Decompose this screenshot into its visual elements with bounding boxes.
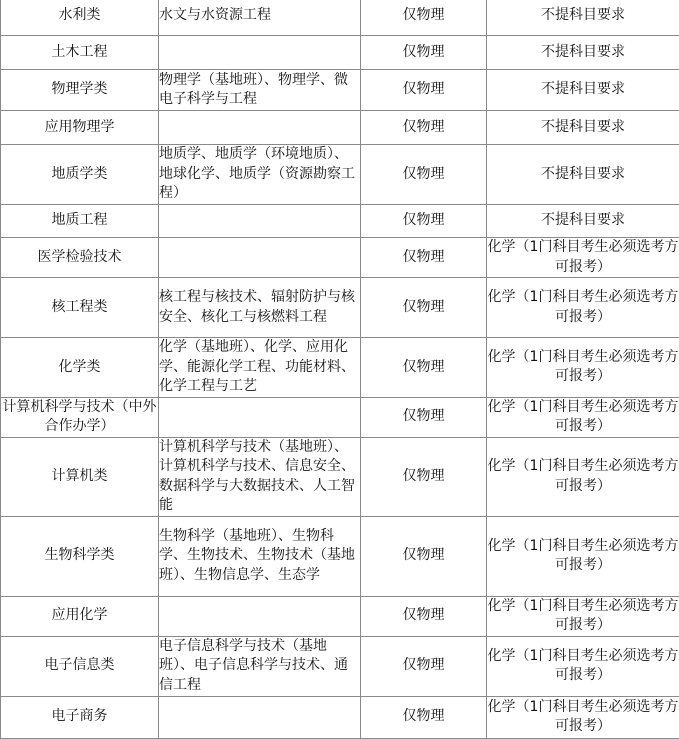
table-row xyxy=(1,278,679,338)
table-row xyxy=(1,636,679,696)
majors-cell: 核工程与核技术、辐射防护与核安全、核化工与核燃料工程 xyxy=(159,278,361,338)
category-cell: 地质学类 xyxy=(1,145,159,205)
table-row xyxy=(1,205,679,238)
category-cell: 土木工程 xyxy=(1,36,159,70)
majors-cell xyxy=(159,596,361,636)
table-row xyxy=(1,145,679,205)
requirement-cell: 化学（1门科目考生必须选考方可报考） xyxy=(487,278,679,338)
majors-cell xyxy=(159,397,361,437)
table-row xyxy=(1,36,679,70)
table-row xyxy=(1,338,679,398)
preferred-subject-cell: 仅物理 xyxy=(361,278,487,338)
requirement-cell: 化学（1门科目考生必须选考方可报考） xyxy=(487,636,679,696)
table-row xyxy=(1,696,679,738)
category-cell: 计算机类 xyxy=(1,437,159,516)
majors-cell xyxy=(159,36,361,70)
majors-cell: 电子信息科学与技术（基地班）、电子信息科学与技术、通信工程 xyxy=(159,636,361,696)
majors-cell xyxy=(159,696,361,738)
preferred-subject-cell: 仅物理 xyxy=(361,516,487,596)
category-cell: 核工程类 xyxy=(1,278,159,338)
category-cell: 化学类 xyxy=(1,338,159,398)
category-cell: 电子商务 xyxy=(1,696,159,738)
requirement-cell: 不提科目要求 xyxy=(487,70,679,111)
preferred-subject-cell: 仅物理 xyxy=(361,636,487,696)
majors-cell xyxy=(159,111,361,145)
table-row xyxy=(1,437,679,516)
majors-cell: 生物科学（基地班）、生物科学、生物技术、生物技术（基地班）、生物信息学、生态学 xyxy=(159,516,361,596)
category-cell: 应用化学 xyxy=(1,596,159,636)
majors-cell: 地质学、地质学（环境地质）、地球化学、地质学（资源勘察工程） xyxy=(159,145,361,205)
preferred-subject-cell: 仅物理 xyxy=(361,437,487,516)
preferred-subject-cell: 仅物理 xyxy=(361,205,487,238)
category-cell: 医学检验技术 xyxy=(1,238,159,278)
majors-cell: 物理学（基地班）、物理学、微电子科学与工程 xyxy=(159,70,361,111)
category-cell: 物理学类 xyxy=(1,70,159,111)
majors-cell xyxy=(159,238,361,278)
requirement-cell: 化学（1门科目考生必须选考方可报考） xyxy=(487,238,679,278)
preferred-subject-cell: 仅物理 xyxy=(361,0,487,36)
table-row xyxy=(1,70,679,111)
preferred-subject-cell: 仅物理 xyxy=(361,397,487,437)
requirement-cell: 不提科目要求 xyxy=(487,111,679,145)
preferred-subject-cell: 仅物理 xyxy=(361,596,487,636)
preferred-subject-cell: 仅物理 xyxy=(361,696,487,738)
majors-cell xyxy=(159,205,361,238)
requirement-cell: 化学（1门科目考生必须选考方可报考） xyxy=(487,338,679,398)
requirement-cell: 不提科目要求 xyxy=(487,36,679,70)
requirement-cell: 化学（1门科目考生必须选考方可报考） xyxy=(487,437,679,516)
requirement-cell: 不提科目要求 xyxy=(487,145,679,205)
preferred-subject-cell: 仅物理 xyxy=(361,145,487,205)
requirement-cell: 不提科目要求 xyxy=(487,205,679,238)
table-row xyxy=(1,238,679,278)
preferred-subject-cell: 仅物理 xyxy=(361,238,487,278)
preferred-subject-cell: 仅物理 xyxy=(361,36,487,70)
preferred-subject-cell: 仅物理 xyxy=(361,111,487,145)
table-row xyxy=(1,596,679,636)
category-cell: 水利类 xyxy=(1,0,159,36)
preferred-subject-cell: 仅物理 xyxy=(361,70,487,111)
category-cell: 地质工程 xyxy=(1,205,159,238)
majors-cell: 化学（基地班）、化学、应用化学、能源化学工程、功能材料、化学工程与工艺 xyxy=(159,338,361,398)
table-row xyxy=(1,111,679,145)
category-cell: 计算机科学与技术（中外合作办学） xyxy=(1,397,159,437)
requirement-cell: 化学（1门科目考生必须选考方可报考） xyxy=(487,516,679,596)
requirement-cell: 化学（1门科目考生必须选考方可报考） xyxy=(487,696,679,738)
table-row xyxy=(1,397,679,437)
preferred-subject-cell: 仅物理 xyxy=(361,338,487,398)
table-row xyxy=(1,516,679,596)
requirement-cell: 化学（1门科目考生必须选考方可报考） xyxy=(487,596,679,636)
category-cell: 生物科学类 xyxy=(1,516,159,596)
table-row xyxy=(1,0,679,36)
requirement-cell: 化学（1门科目考生必须选考方可报考） xyxy=(487,397,679,437)
majors-cell: 水文与水资源工程 xyxy=(159,0,361,36)
majors-cell: 计算机科学与技术（基地班）、计算机科学与技术、信息安全、数据科学与大数据技术、人工智能 xyxy=(159,437,361,516)
category-cell: 电子信息类 xyxy=(1,636,159,696)
category-cell: 应用物理学 xyxy=(1,111,159,145)
requirement-cell: 不提科目要求 xyxy=(487,0,679,36)
table-body xyxy=(1,0,679,738)
